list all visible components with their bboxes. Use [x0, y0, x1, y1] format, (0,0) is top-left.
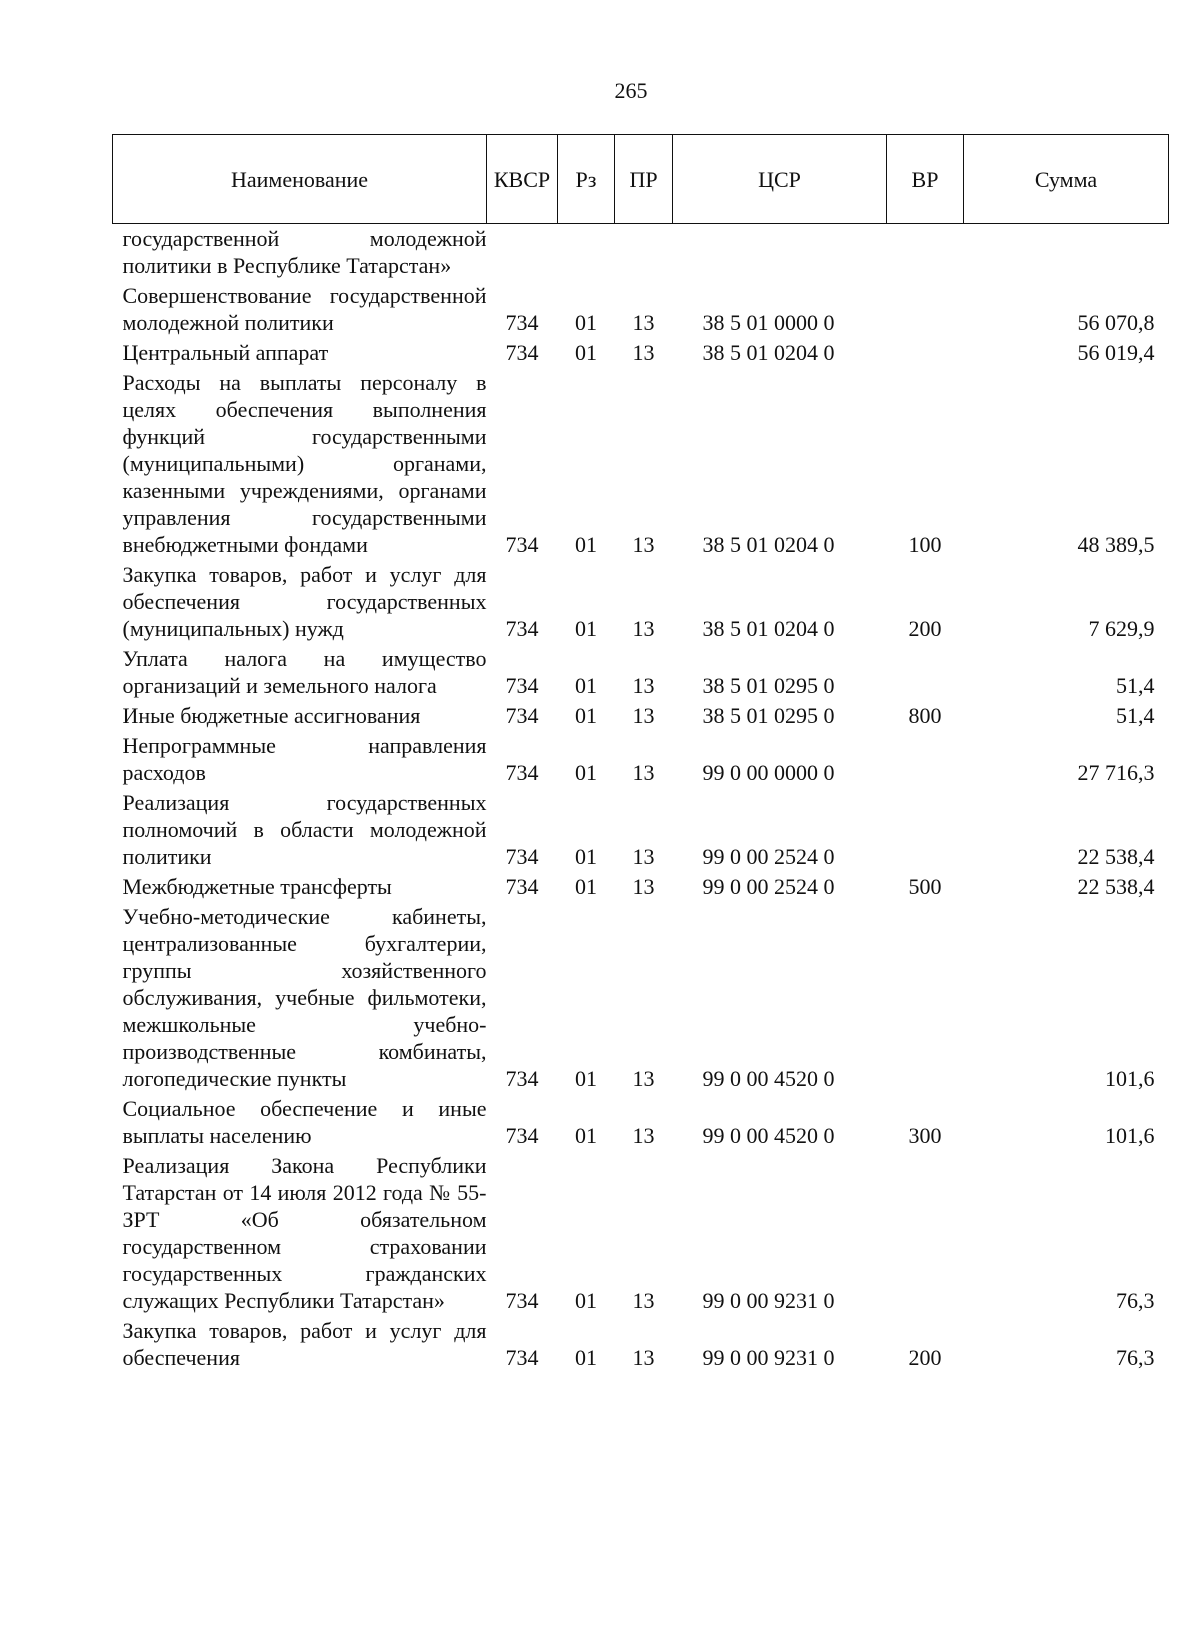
- cell-vr: [887, 281, 964, 338]
- cell-kvsr: 734: [505, 760, 539, 785]
- cell-sum: [964, 224, 1169, 282]
- cell-vr: [887, 644, 964, 701]
- cell-rz: 01: [575, 844, 597, 869]
- cell-name: Реализация Закона Республики Татарстан от 14 июля 2012 года № 55-ЗРТ «Об обязательном государственном страховании государственных гражданских служащих Республики Татарстан»: [122, 1153, 487, 1313]
- cell-kvsr: 734: [505, 532, 539, 557]
- cell-vr: [887, 788, 964, 872]
- cell-rz: 01: [575, 760, 597, 785]
- cell-pr: 13: [632, 310, 655, 335]
- table-row: [113, 560, 1169, 644]
- cell-csr: 99 0 00 2524 0: [702, 874, 835, 899]
- table-body: [113, 224, 1169, 1374]
- table-row: [113, 902, 1169, 1094]
- cell-sum: 56 019,4: [1077, 340, 1155, 365]
- cell-vr: 500: [908, 874, 942, 899]
- header-name: Наименование: [113, 135, 487, 224]
- cell-vr: [887, 731, 964, 788]
- cell-kvsr: 734: [505, 703, 539, 728]
- cell-csr: 99 0 00 4520 0: [702, 1123, 835, 1148]
- table-row: [113, 1094, 1169, 1151]
- cell-vr: 800: [908, 703, 942, 728]
- cell-kvsr: 734: [505, 310, 539, 335]
- table-row: [113, 368, 1169, 560]
- table-row: [113, 281, 1169, 338]
- cell-name: Иные бюджетные ассигнования: [122, 703, 421, 728]
- cell-kvsr: 734: [505, 340, 539, 365]
- cell-rz: 01: [575, 1345, 597, 1370]
- cell-name: Реализация государственных полномочий в области молодежной политики: [122, 790, 487, 869]
- budget-table: [112, 134, 1169, 1373]
- cell-sum: 27 716,3: [1077, 760, 1155, 785]
- cell-vr: [887, 1151, 964, 1316]
- cell-pr: 13: [632, 673, 655, 698]
- cell-pr: 13: [632, 1123, 655, 1148]
- cell-sum: 56 070,8: [1077, 310, 1155, 335]
- table-row: [113, 644, 1169, 701]
- cell-kvsr: 734: [505, 673, 539, 698]
- table-row: [113, 872, 1169, 902]
- cell-vr: 200: [908, 616, 942, 641]
- cell-pr: 13: [632, 703, 655, 728]
- cell-rz: 01: [575, 532, 597, 557]
- cell-vr: 200: [908, 1345, 942, 1370]
- cell-vr: [887, 224, 964, 282]
- cell-kvsr: 734: [505, 1123, 539, 1148]
- cell-pr: 13: [632, 532, 655, 557]
- table-row: [113, 701, 1169, 731]
- cell-rz: 01: [575, 616, 597, 641]
- cell-sum: 101,6: [1105, 1123, 1155, 1148]
- cell-sum: 22 538,4: [1077, 874, 1155, 899]
- cell-name: Уплата налога на имущество организаций и земельного налога: [122, 646, 487, 698]
- cell-name: Закупка товаров, работ и услуг для обеспечения: [122, 1318, 487, 1370]
- cell-name: Социальное обеспечение и иные выплаты населению: [122, 1096, 487, 1148]
- header-rz: Рз: [558, 135, 615, 224]
- cell-csr: 99 0 00 2524 0: [702, 844, 835, 869]
- cell-csr: 99 0 00 9231 0: [702, 1288, 835, 1313]
- cell-pr: 13: [632, 1288, 655, 1313]
- cell-csr: 38 5 01 0204 0: [702, 616, 835, 641]
- cell-csr: 99 0 00 9231 0: [702, 1345, 835, 1370]
- cell-sum: 76,3: [1116, 1345, 1155, 1370]
- cell-rz: 01: [575, 340, 597, 365]
- page-number: 265: [614, 78, 648, 103]
- table-row: [113, 224, 1169, 282]
- cell-name: Учебно-методические кабинеты, централизованные бухгалтерии, группы хозяйственного обслуживания, учебные фильмотеки, межшкольные учебно-производственные комбинаты, логопедические пункты: [122, 904, 487, 1091]
- cell-name: Закупка товаров, работ и услуг для обеспечения государственных (муниципальных) нужд: [122, 562, 487, 641]
- cell-vr: 300: [908, 1123, 942, 1148]
- cell-pr: 13: [632, 340, 655, 365]
- cell-csr: 99 0 00 0000 0: [702, 760, 835, 785]
- cell-kvsr: 734: [505, 616, 539, 641]
- cell-kvsr: 734: [505, 874, 539, 899]
- cell-name: Совершенствование государственной молодежной политики: [122, 283, 487, 335]
- cell-pr: 13: [632, 874, 655, 899]
- cell-sum: 51,4: [1116, 703, 1155, 728]
- cell-pr: 13: [632, 844, 655, 869]
- cell-rz: 01: [575, 310, 597, 335]
- table-row: [113, 731, 1169, 788]
- cell-rz: 01: [575, 673, 597, 698]
- cell-csr: 38 5 01 0000 0: [702, 310, 835, 335]
- table-row: [113, 1151, 1169, 1316]
- cell-rz: 01: [575, 874, 597, 899]
- cell-rz: 01: [575, 1066, 597, 1091]
- cell-sum: 101,6: [1105, 1066, 1155, 1091]
- cell-name: Расходы на выплаты персоналу в целях обеспечения выполнения функций государственными (муниципальными) органами, казенными учреждениями, органами управления государственными внебюджетными фондами: [122, 370, 487, 557]
- table-header: [113, 135, 1169, 224]
- cell-rz: 01: [575, 1288, 597, 1313]
- cell-kvsr: 734: [505, 1288, 539, 1313]
- cell-sum: 48 389,5: [1077, 532, 1155, 557]
- cell-kvsr: [487, 224, 558, 282]
- cell-name: Межбюджетные трансферты: [122, 874, 392, 899]
- cell-csr: 38 5 01 0295 0: [702, 673, 835, 698]
- cell-pr: 13: [632, 760, 655, 785]
- header-vr: ВР: [887, 135, 964, 224]
- cell-sum: 7 629,9: [1088, 616, 1155, 641]
- cell-kvsr: 734: [505, 844, 539, 869]
- cell-sum: 22 538,4: [1077, 844, 1155, 869]
- cell-rz: 01: [575, 1123, 597, 1148]
- cell-csr: 38 5 01 0295 0: [702, 703, 835, 728]
- cell-pr: 13: [632, 1066, 655, 1091]
- cell-pr: [615, 224, 673, 282]
- cell-pr: 13: [632, 1345, 655, 1370]
- cell-name: государственной молодежной политики в Республике Татарстан»: [122, 226, 487, 278]
- table-row: [113, 338, 1169, 368]
- cell-name: Непрограммные направления расходов: [122, 733, 487, 785]
- header-csr: ЦСР: [673, 135, 887, 224]
- cell-vr: 100: [908, 532, 942, 557]
- cell-csr: 38 5 01 0204 0: [702, 532, 835, 557]
- cell-kvsr: 734: [505, 1345, 539, 1370]
- table-row: [113, 1316, 1169, 1373]
- cell-sum: 76,3: [1116, 1288, 1155, 1313]
- cell-sum: 51,4: [1116, 673, 1155, 698]
- cell-name: Центральный аппарат: [122, 340, 329, 365]
- cell-kvsr: 734: [505, 1066, 539, 1091]
- cell-csr: 38 5 01 0204 0: [702, 340, 835, 365]
- header-pr: ПР: [615, 135, 673, 224]
- cell-rz: 01: [575, 703, 597, 728]
- header-sum: Сумма: [964, 135, 1169, 224]
- cell-rz: [558, 224, 615, 282]
- cell-vr: [887, 902, 964, 1094]
- cell-vr: [887, 338, 964, 368]
- cell-csr: 99 0 00 4520 0: [702, 1066, 835, 1091]
- header-kvsr: КВСР: [487, 135, 558, 224]
- cell-csr: [673, 224, 887, 282]
- cell-pr: 13: [632, 616, 655, 641]
- table-row: [113, 788, 1169, 872]
